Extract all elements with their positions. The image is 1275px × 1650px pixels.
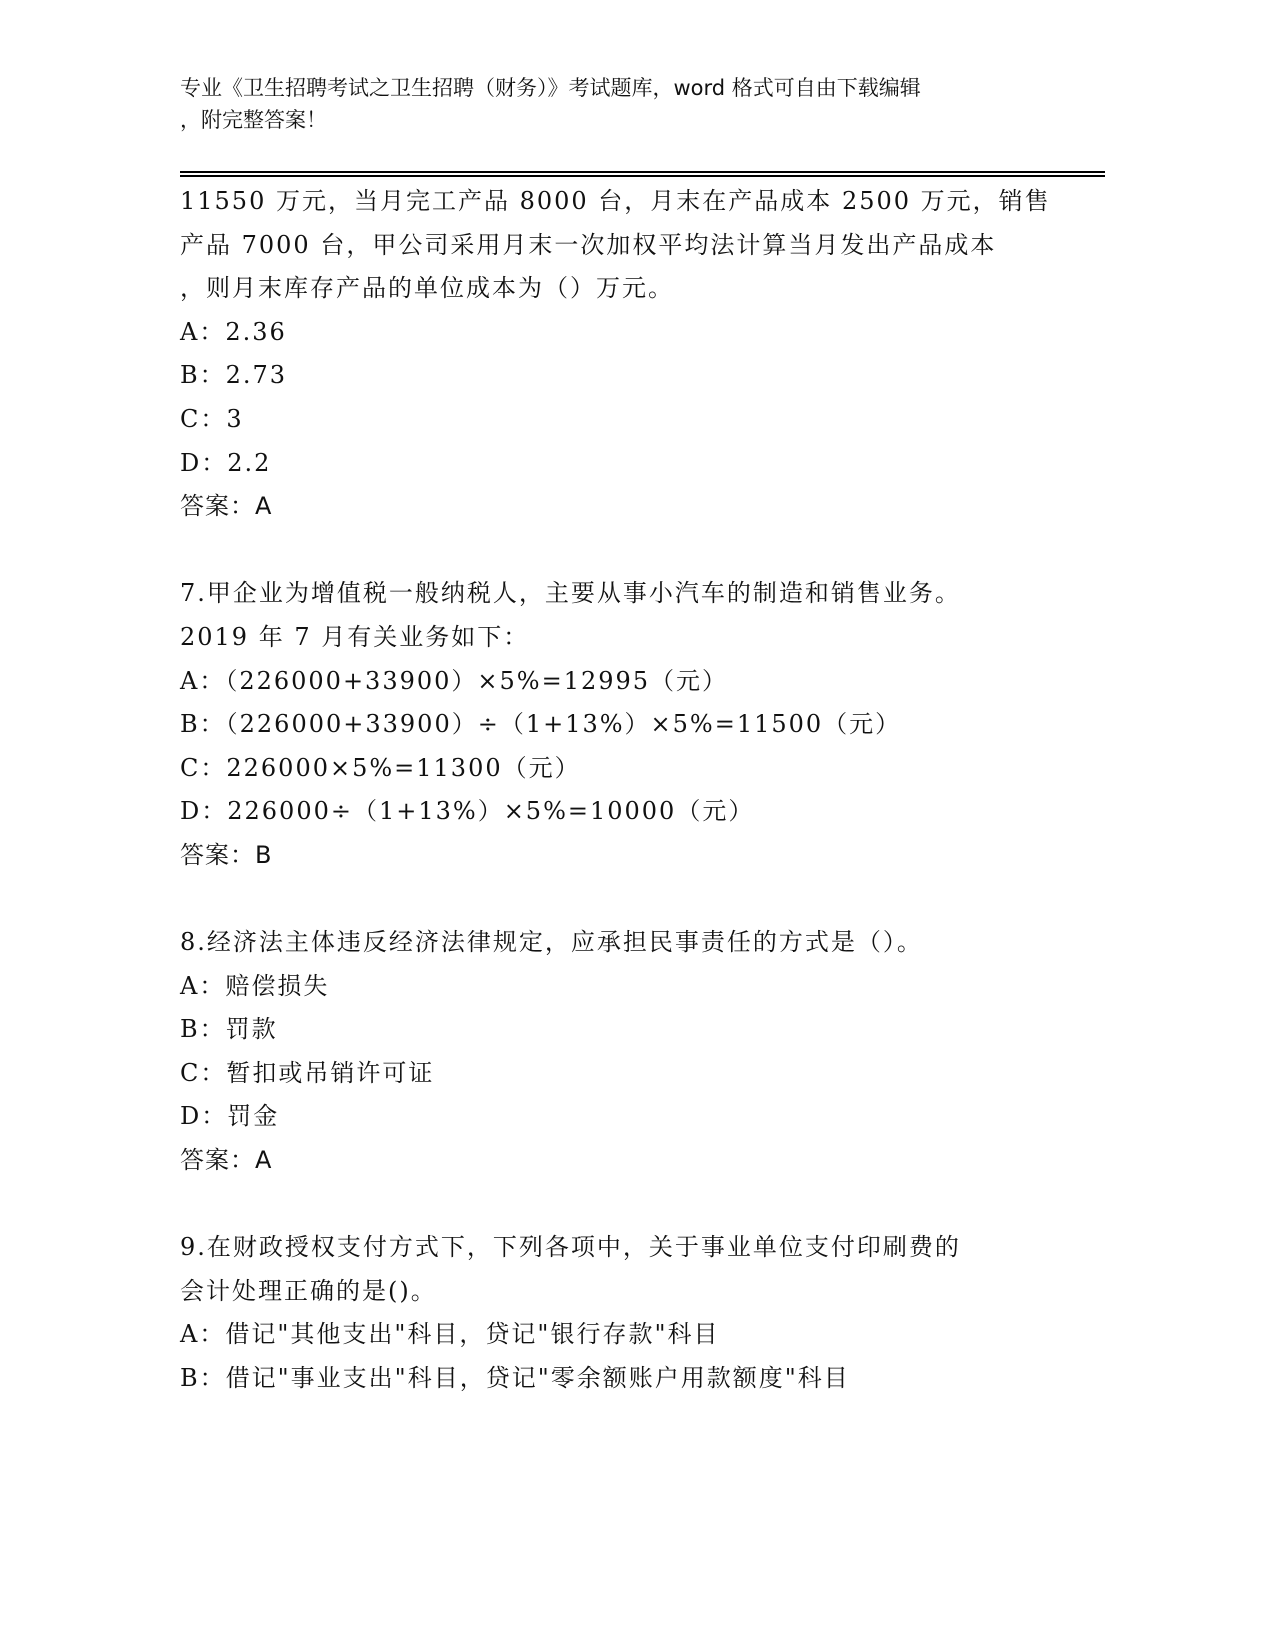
question-stem: 会计处理正确的是()。 [180,1276,437,1305]
document-header [180,72,1040,136]
question-block [180,180,1060,572]
answer-option: A：赔偿损失 [180,971,330,1000]
question-stem: ，则月末库存产品的单位成本为（）万元。 [180,274,674,303]
question-stem: 2019 年 7 月有关业务如下： [180,622,530,651]
spacer [180,529,1060,573]
answer-option: C：暂扣或吊销许可证 [180,1058,435,1087]
answer-option: D：2.2 [180,448,272,477]
answer-key: 答案：B [180,840,273,869]
question-stem: 7.甲企业为增值税一般纳税人，主要从事小汽车的制造和销售业务。 [180,579,961,608]
question-block [180,572,1060,921]
question-block [180,921,1060,1226]
question-stem: 11550 万元，当月完工产品 8000 台，月末在产品成本 2500 万元，销售 [180,187,1051,215]
question-stem: 产品 7000 台，甲公司采用月末一次加权平均法计算当月发出产品成本 [180,230,997,259]
answer-option: D：罚金 [180,1102,280,1131]
answer-option: B：（226000+33900）÷（1+13%）×5%=11500（元） [180,710,902,739]
answer-key: 答案：A [180,1146,273,1175]
header-line: 专业《卫生招聘考试之卫生招聘（财务）》考试题库，word 格式可自由下载编辑 [180,76,921,100]
answer-option: C：226000×5%=11300（元） [180,753,581,782]
question-block [180,1226,1060,1400]
answer-option: C：3 [180,404,244,433]
answer-option: A：借记"其他支出"科目，贷记"银行存款"科目 [180,1320,720,1349]
spacer [180,1183,1060,1227]
answer-option: B：罚款 [180,1015,278,1044]
answer-option: B：2.73 [180,361,288,390]
question-stem: 9.在财政授权支付方式下，下列各项中，关于事业单位支付印刷费的 [180,1233,961,1262]
header-line: ，附完整答案！ [180,108,327,132]
answer-option: A：（226000+33900）×5%=12995（元） [180,666,729,695]
answer-option: D：226000÷（1+13%）×5%=10000（元） [180,797,755,826]
header-divider [180,171,1105,177]
question-list [180,180,1060,1401]
answer-option: A：2.36 [180,317,287,346]
answer-option: B：借记"事业支出"科目，贷记"零余额账户用款额度"科目 [180,1364,850,1393]
answer-key: 答案：A [180,492,273,521]
spacer [180,878,1060,922]
question-stem: 8.经济法主体违反经济法律规定，应承担民事责任的方式是（）。 [180,928,923,957]
